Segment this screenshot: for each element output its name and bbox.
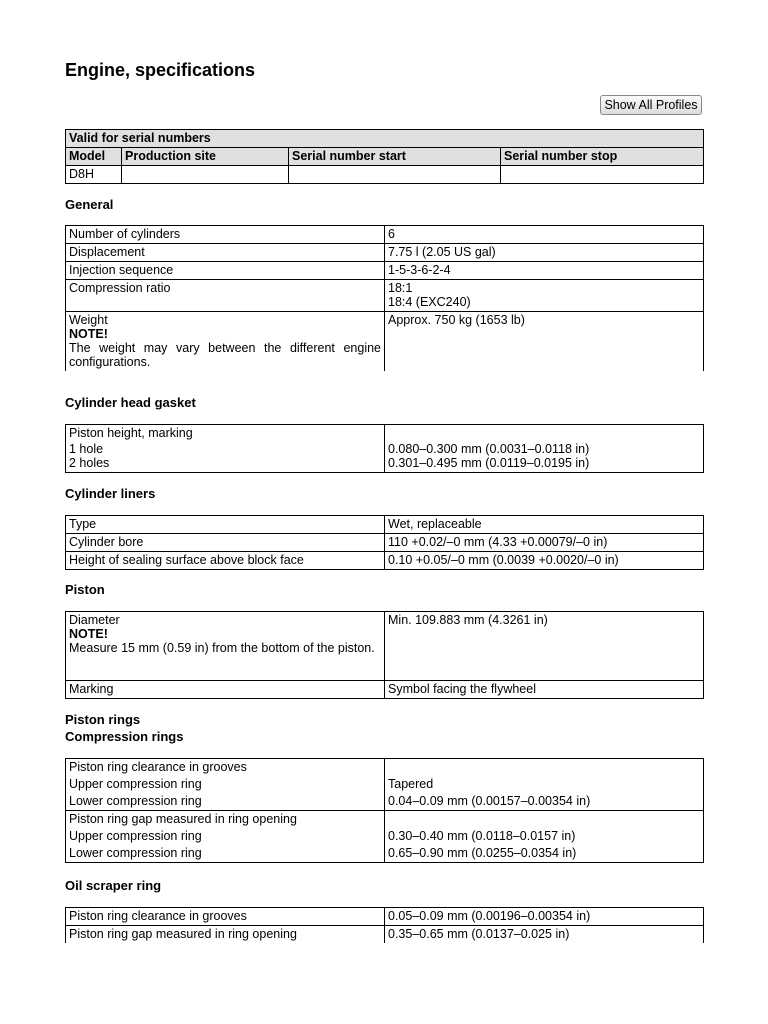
spec-label: Marking — [66, 681, 385, 699]
model-cell: D8H — [66, 166, 122, 184]
note-label: NOTE! — [69, 627, 108, 641]
gasket-line-value: 0.080–0.300 mm (0.0031–0.0118 in) — [388, 442, 590, 456]
lower-ring-label: Lower compression ring — [69, 846, 202, 860]
note-label: NOTE! — [69, 327, 108, 341]
table-row — [66, 280, 704, 312]
diameter-label: Diameter — [69, 613, 120, 627]
section-heading-cylinder-head-gasket: Cylinder head gasket — [65, 395, 196, 410]
clearance-label: Piston ring clearance in grooves — [69, 760, 247, 774]
spec-value — [385, 425, 704, 473]
column-header-model: Model — [66, 148, 122, 166]
spec-label — [66, 425, 385, 473]
table-row — [66, 612, 704, 681]
table-row — [66, 516, 704, 534]
table-row — [66, 926, 704, 944]
table-row — [66, 244, 704, 262]
spec-label — [66, 312, 385, 372]
spec-value: Approx. 750 kg (1653 lb) — [385, 312, 704, 372]
column-header-production-site: Production site — [122, 148, 289, 166]
spec-value: 1-5-3-6-2-4 — [385, 262, 704, 280]
spec-label: Displacement — [66, 244, 385, 262]
spec-value: Symbol facing the flywheel — [385, 681, 704, 699]
spec-value: Wet, replaceable — [385, 516, 704, 534]
spec-label: Compression ratio — [66, 280, 385, 312]
spec-label: Cylinder bore — [66, 534, 385, 552]
table-row — [66, 534, 704, 552]
spec-label: Injection sequence — [66, 262, 385, 280]
production-site-cell — [122, 166, 289, 184]
upper-ring-clearance: Tapered — [388, 777, 434, 791]
lower-ring-clearance: 0.04–0.09 mm (0.00157–0.00354 in) — [388, 794, 591, 808]
spec-label: Number of cylinders — [66, 226, 385, 244]
column-header-serial-start: Serial number start — [289, 148, 501, 166]
cylinder-liners-table — [65, 515, 704, 570]
table-row — [66, 425, 704, 473]
gasket-label: Piston height, marking — [69, 426, 193, 440]
serial-start-cell — [289, 166, 501, 184]
spec-value-line: 18:1 — [388, 281, 413, 295]
lower-ring-gap: 0.65–0.90 mm (0.0255–0.0354 in) — [388, 846, 577, 860]
table-row — [66, 759, 704, 811]
spec-label: Type — [66, 516, 385, 534]
note-text: Measure 15 mm (0.59 in) from the bottom of the piston. — [69, 641, 375, 655]
spec-value: Min. 109.883 mm (4.3261 in) — [385, 612, 704, 681]
spec-value: 0.35–0.65 mm (0.0137–0.025 in) — [385, 926, 704, 944]
table-row — [66, 811, 704, 863]
gap-label: Piston ring gap measured in ring opening — [69, 812, 297, 826]
spec-value-line: 18:4 (EXC240) — [388, 295, 471, 309]
upper-ring-label: Upper compression ring — [69, 829, 202, 843]
lower-ring-label: Lower compression ring — [69, 794, 202, 808]
spec-label: Piston ring gap measured in ring opening — [66, 926, 385, 944]
note-text: The weight may vary between the different engine configurations. — [69, 341, 381, 369]
spec-value — [385, 759, 704, 811]
table-row — [66, 262, 704, 280]
spec-value: 0.10 +0.05/–0 mm (0.0039 +0.0020/–0 in) — [385, 552, 704, 570]
spec-label — [66, 759, 385, 811]
piston-table — [65, 611, 704, 699]
section-heading-general: General — [65, 197, 114, 212]
section-heading-piston: Piston — [65, 582, 105, 597]
spec-value — [385, 280, 704, 312]
spec-label — [66, 811, 385, 863]
serial-numbers-table — [65, 129, 704, 184]
table-row — [66, 166, 704, 184]
show-all-profiles-button[interactable]: Show All Profiles — [600, 95, 702, 115]
cylinder-head-gasket-table — [65, 424, 704, 473]
spec-label: Height of sealing surface above block face — [66, 552, 385, 570]
oil-scraper-ring-table — [65, 907, 704, 943]
table-row — [66, 226, 704, 244]
compression-rings-table — [65, 758, 704, 863]
general-table — [65, 225, 704, 371]
spec-value: 6 — [385, 226, 704, 244]
subheading-compression-rings: Compression rings — [65, 729, 184, 744]
section-heading-piston-rings: Piston rings — [65, 712, 141, 727]
table-row — [66, 681, 704, 699]
section-heading-oil-scraper-ring: Oil scraper ring — [65, 878, 162, 893]
gasket-line-label: 2 holes — [69, 456, 110, 470]
spec-label: Piston ring clearance in grooves — [66, 908, 385, 926]
serial-caption: Valid for serial numbers — [66, 130, 704, 148]
gasket-line-label: 1 hole — [69, 442, 104, 456]
spec-value: 0.05–0.09 mm (0.00196–0.00354 in) — [385, 908, 704, 926]
weight-label: Weight — [69, 313, 108, 327]
page-title: Engine, specifications — [65, 60, 256, 80]
serial-stop-cell — [501, 166, 704, 184]
upper-ring-label: Upper compression ring — [69, 777, 202, 791]
spec-value: 110 +0.02/–0 mm (4.33 +0.00079/–0 in) — [385, 534, 704, 552]
table-row — [66, 552, 704, 570]
upper-ring-gap: 0.30–0.40 mm (0.0118–0.0157 in) — [388, 829, 576, 843]
gasket-line-value: 0.301–0.495 mm (0.0119–0.0195 in) — [388, 456, 590, 470]
spec-value: 7.75 l (2.05 US gal) — [385, 244, 704, 262]
column-header-serial-stop: Serial number stop — [501, 148, 704, 166]
spec-label — [66, 612, 385, 681]
section-heading-cylinder-liners: Cylinder liners — [65, 486, 156, 501]
table-row — [66, 908, 704, 926]
table-row — [66, 312, 704, 372]
spec-value — [385, 811, 704, 863]
